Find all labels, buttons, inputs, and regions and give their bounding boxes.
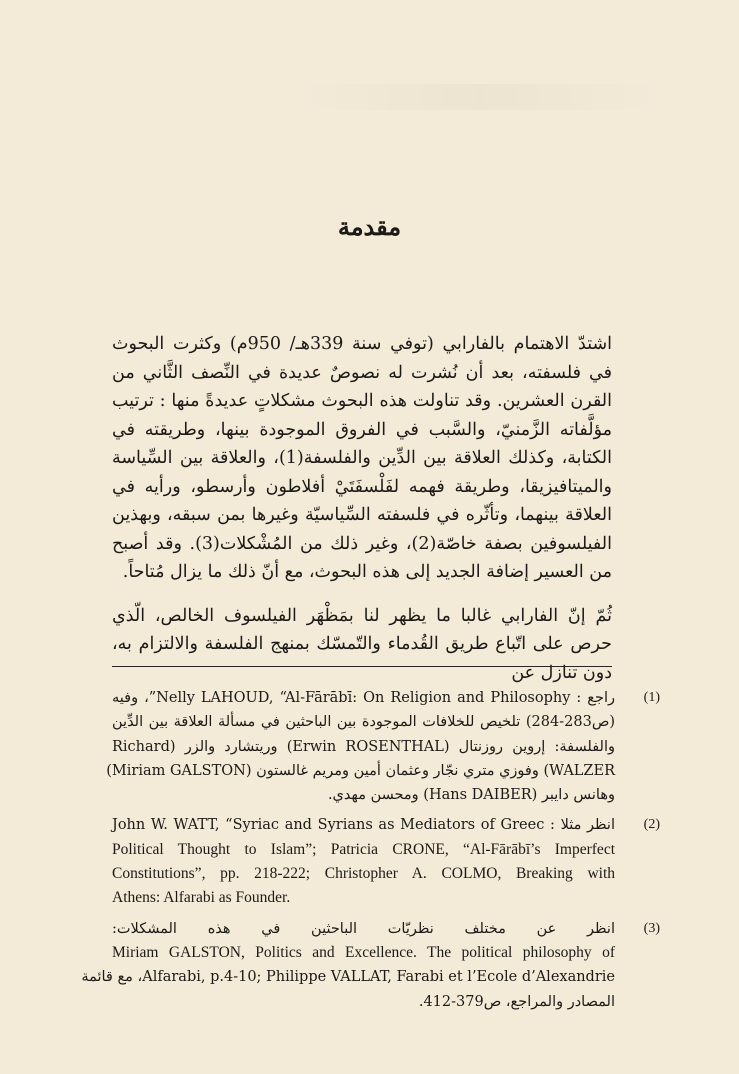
footnote-line: والفلسفة: إروين روزنتال (Erwin ROSENTHAL) وريتشارد والزر (Richard [112,738,615,755]
footnote-line: انظر عن مختلف نظريّات الباحثين في هذه المشكلات: [112,920,615,937]
footnote-line: (ص283-284) تلخيص للخلافات الموجودة بين الباحثين في مسألة العلاقة بين الدِّين [112,714,615,731]
footnote-line: وهانس دايبر (Hans DAIBER) ومحسن مهدي. [327,787,615,804]
chapter-heading: مقدمة [337,212,402,241]
footnote-line: Miriam GALSTON, Politics and Excellence. The political philosophy of [112,943,615,961]
footnotes [81,686,660,1020]
footnote-line: Alfarabi, p.4-10; Philippe VALLAT, Farabi et l’Ecole d’Alexandrie، مع قائمة [81,969,615,986]
footnote-number: (2) [643,817,660,833]
footnote-body [112,813,615,910]
paragraph-1: اشتدّ الاهتمام بالفارابي (توفي سنة 339هـ/ 950م) وكثرت البحوث في فلسفته، بعد أن نُشرت له نصوصٌ عديدة في النِّصف الثَّاني من القرن العشرين. وقد تناولت هذه البحوث مشكلاتٍ عديدةً منها : ترتيب مؤلَّفاته الزَّمنيّ، والسَّبب في الفروق الموجودة بينها، وطريقته في الكتابة، وكذلك العلاقة بين الدِّين والفلسفة(1)، والعلاقة بين السِّياسة والميتافيزيقا، وطريقة فهمه لفَلْسفَتَيْ أفلاطون وأرسطو، ورأيه في العلاقة بينهما، وتأثّره في فلسفته السِّياسيّة وغيرها بمن سبقه، وبهذين الفيلسوفين بصفة خاصّة(2)، وغير ذلك من المُشْكلات(3). وقد أصبح من العسير إضافة الجديد إلى هذه البحوث، مع أنّ ذلك ما يزال مُتاحاً. [112,334,612,582]
footnote-number: (3) [643,920,660,936]
footnote-line: Athens: Alfarabi as Founder. [112,889,291,907]
footnote-line: راجع : Nelly LAHOUD, “Al-Fārābī: On Religion and Philosophy”، وفيه [112,690,615,706]
bleed-through-shadow [300,84,660,110]
paragraph-2: ثُمّ إنّ الفارابي غالبا ما يظهر لنا بمَظْهَر الفيلسوف الخالص، الّذي حرص على اتّباع طريق القُدماء والتّمسّك بمنهج الفلسفة والالتزام به، دون تنازل عن [112,605,612,683]
footnote-body [81,917,615,1014]
footnote [90,813,660,910]
main-text [112,330,612,687]
footnote-divider [112,666,612,667]
footnote-body [106,686,615,807]
footnote-line: WALZER) وفوزي متري نجّار وعثمان أمين ومريم غالستون (Miriam GALSTON) [106,762,615,779]
footnote [81,917,660,1014]
footnote [90,686,660,807]
footnote-line: Constitutions”, pp. 218-222; Christopher A. COLMO, Breaking with [112,865,615,883]
footnote-number: (1) [643,690,660,705]
footnote-line: Political Thought to Islam”; Patricia CRONE, “Al-Fārābī’s Imperfect [112,840,615,858]
footnote-line: انظر مثلا : John W. WATT, “Syriac and Syrians as Mediators of Greec [112,817,615,834]
footnote-line: المصادر والمراجع، ص379-412. [418,993,615,1010]
